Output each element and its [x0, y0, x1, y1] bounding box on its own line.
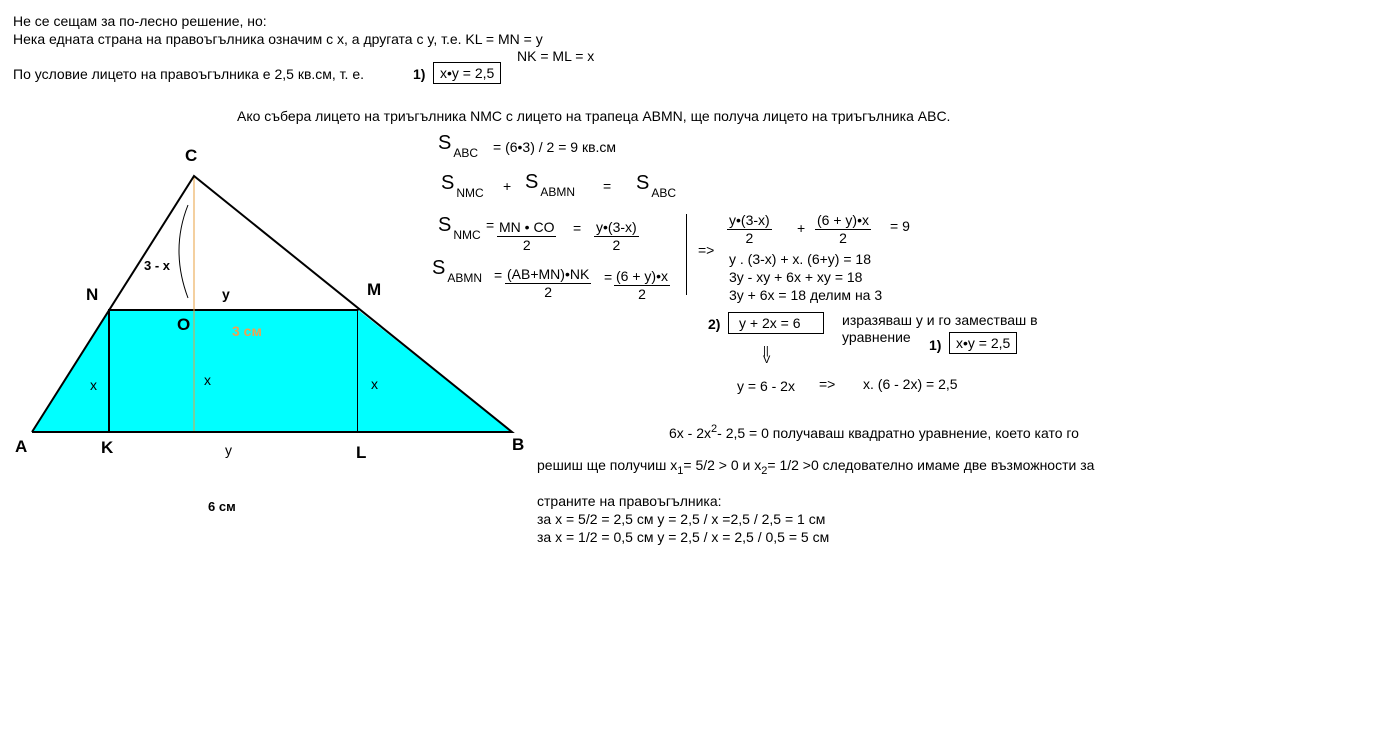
equation-1-label-2: 1): [929, 337, 942, 353]
equals-nine: = 9: [890, 218, 910, 234]
expand-line-b: 3y - xy + 6x + xy = 18: [729, 269, 863, 285]
equation-2-label: 2): [708, 316, 721, 332]
vertex-n-label: N: [86, 285, 99, 304]
side-y-bottom-label: y: [225, 442, 232, 458]
expand-line-a: y . (3-x) + x. (6+y) = 18: [729, 251, 871, 267]
nmc-eq-2: =: [573, 220, 582, 236]
base-6cm-label: 6 см: [208, 499, 236, 514]
down-arrow: || V: [763, 345, 771, 366]
abmn-eq-2: =: [604, 269, 613, 285]
vertex-c-label: C: [185, 146, 198, 165]
roots-line: решиш ще получиш $x_1= 5/2 > 0$ и $x_2= 1/2 >0$ следователно имаме две възможности за: [537, 457, 1095, 477]
implies-arrow-2: =>: [819, 376, 836, 392]
s-nmc-symbol: S $_{NMC}$: [441, 172, 484, 200]
equation-1-label: 1): [413, 66, 426, 82]
abmn-fraction-1: $\frac{(AB+MN)•NK}{2}$: [507, 266, 590, 300]
substitution: x. (6 - 2x) = 2,5: [863, 376, 958, 392]
implies-arrow-1: =>: [698, 242, 715, 258]
side-y-top-label: y: [222, 286, 230, 302]
equation-1-box: x•y = 2,5: [433, 62, 501, 84]
y-expression: y = 6 - 2x: [737, 378, 795, 394]
side-x-right-label: x: [371, 376, 378, 392]
vertex-m-label: M: [367, 280, 382, 299]
vertex-k-label: K: [101, 438, 114, 457]
sides-line-1: страните на правоъгълника:: [537, 493, 722, 509]
right-fraction-2: $\frac{(6 + y)•x}{2}$: [817, 212, 869, 246]
express-text-1: изразяваш y и го заместваш в: [842, 312, 1038, 328]
height-3cm-label: 3 см: [232, 323, 262, 339]
intro-line-1: Не се сещам за по-лесно решение, но:: [13, 13, 267, 29]
abmn-fraction-2: $\frac{(6 + y)•x}{2}$: [616, 268, 668, 302]
sides-line-3: за x = 1/2 = 0,5 см y = 2,5 / x = 2,5 / 0,5 = 5 см: [537, 529, 830, 545]
quadratic-line: $6x - 2x^2-$ 2,5 = 0 получаваш квадратно уравнение, което като го: [669, 423, 1079, 441]
s-abc-symbol-2: S $_{ABC}$: [636, 172, 677, 200]
right-fraction-1: $\frac{y•(3-x)}{2}$: [729, 212, 770, 246]
brace-3-x: [179, 205, 188, 298]
expand-line-c: 3y + 6x = 18 делим на 3: [729, 287, 883, 303]
side-x-left-label: x: [90, 377, 97, 393]
intro-line-2: Нека едната страна на правоъгълника означим с x, а другата с y, т.е. KL = MN = y: [13, 31, 543, 47]
right-plus: +: [797, 220, 806, 236]
intro-line-3: NK = ML = x: [517, 48, 595, 64]
abmn-eq-1: =: [494, 267, 503, 283]
heading-line: Ако събера лицето на триъгълника NMC с лицето на трапеца ABMN, ще получа лицето на триъгълника ABC.: [237, 108, 951, 124]
equation-2-box: y + 2x = 6: [728, 312, 824, 334]
side-x-middle-label: x: [204, 372, 211, 388]
vertex-a-label: A: [15, 437, 28, 456]
nmc-fraction-1: $\frac{MN • CO}{2}$: [499, 219, 555, 253]
s-abmn-formula-symbol: S $_{ABMN}$: [432, 257, 483, 285]
intro-line-4: По условие лицето на правоъгълника е 2,5 кв.см, т. е.: [13, 66, 364, 82]
sum-plus: +: [503, 178, 512, 194]
s-abc-symbol: S $_{ABC}$: [438, 132, 479, 160]
point-o-label: O: [177, 315, 191, 334]
nmc-eq-1: =: [486, 217, 495, 233]
vertex-b-label: B: [512, 435, 525, 454]
segment-3-x-label: 3 - x: [144, 258, 171, 273]
vertex-l-label: L: [356, 443, 367, 462]
sum-equals: =: [603, 178, 612, 194]
sides-line-2: за x = 5/2 = 2,5 см y = 2,5 / x =2,5 / 2,5 = 1 см: [537, 511, 826, 527]
nmc-fraction-2: $\frac{y•(3-x)}{2}$: [596, 219, 637, 253]
s-abmn-symbol: S $_{ABMN}$: [525, 171, 576, 199]
s-abc-value: = (6•3) / 2 = 9 кв.см: [493, 139, 617, 155]
express-text-2: уравнение: [842, 329, 911, 345]
equation-1-box-2: x•y = 2,5: [949, 332, 1017, 354]
vertical-separator: [686, 214, 687, 295]
s-nmc-formula-symbol: S $_{NMC}$: [438, 214, 481, 242]
